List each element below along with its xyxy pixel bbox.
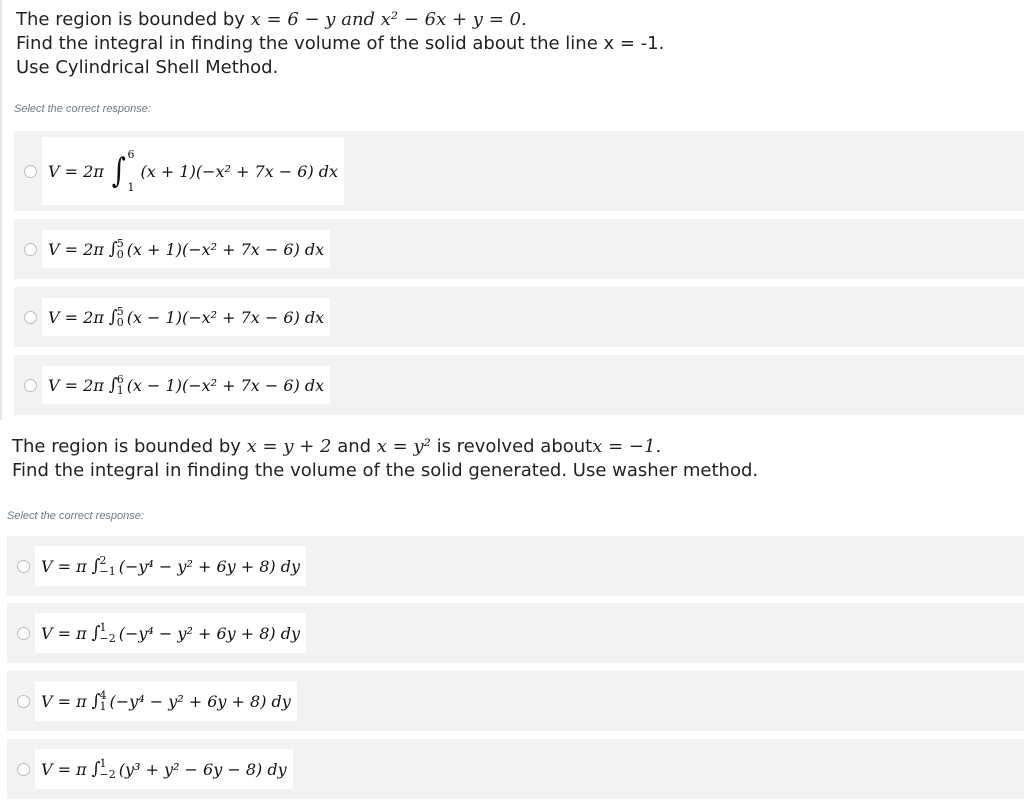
formula [42, 298, 330, 336]
upper-limit: 5 [116, 237, 124, 250]
formula-lhs: V = 2π [48, 307, 104, 327]
formula [42, 230, 330, 268]
radio-button[interactable] [17, 763, 30, 776]
lower-limit: −1 [99, 565, 116, 578]
formula [35, 546, 306, 586]
upper-limit: 2 [99, 554, 107, 567]
equation-1: x = 6 − y [250, 9, 336, 30]
lower-limit: 1 [116, 384, 124, 397]
integrand: (y³ + y² − 6y − 8) dy [118, 759, 287, 779]
integral-icon: ∫ [108, 307, 118, 327]
question-1-stem-line-2: Find the integral in finding the volume of the solid about the line x = -1. [16, 33, 665, 54]
formula [35, 681, 297, 721]
radio-button[interactable] [17, 627, 30, 640]
answer-option-2[interactable] [14, 219, 1024, 279]
formula [35, 749, 293, 789]
answer-option-3[interactable] [14, 287, 1024, 347]
question-1-stem-line-3: Use Cylindrical Shell Method. [16, 57, 279, 78]
upper-limit: 1 [99, 757, 107, 770]
stem-and: and [335, 9, 381, 30]
equation-2: x² − 6x + y = 0. [380, 9, 527, 30]
integral-limits [100, 555, 116, 577]
answer-option-2[interactable] [7, 603, 1024, 663]
integral-icon: ∫ [111, 151, 126, 191]
formula-lhs: V = 2π [48, 375, 104, 395]
upper-limit: 4 [99, 689, 107, 702]
equation-2: x = y² [376, 436, 431, 457]
integrand: (x + 1)(−x² + 7x − 6) dx [140, 161, 339, 181]
integral-icon: ∫ [108, 239, 118, 259]
integrand: (−y⁴ − y² + 6y + 8) dy [109, 691, 291, 711]
equation-3: x = −1. [592, 436, 662, 457]
formula-lhs: V = π [41, 691, 87, 711]
lower-limit: −2 [99, 768, 116, 781]
question-2-stem [12, 435, 758, 483]
lower-limit: 1 [99, 700, 107, 713]
stem-text: The region is bounded by [16, 9, 251, 30]
formula-lhs: V = 2π [48, 239, 104, 259]
lower-limit: 0 [116, 316, 124, 329]
upper-limit: 6 [127, 148, 135, 161]
integrand: (x + 1)(−x² + 7x − 6) dx [126, 239, 325, 259]
question-2 [0, 426, 1024, 803]
lower-limit: −2 [99, 632, 116, 645]
answer-option-4[interactable] [14, 355, 1024, 415]
answer-option-4[interactable] [7, 739, 1024, 799]
upper-limit: 1 [99, 621, 107, 634]
formula-lhs: V = π [41, 556, 87, 576]
select-response-label: Select the correct response: [14, 103, 151, 115]
answer-option-1[interactable] [14, 131, 1024, 211]
radio-button[interactable] [17, 560, 30, 573]
integral-icon: ∫ [91, 623, 101, 643]
integral-icon: ∫ [91, 691, 101, 711]
integrand: (−y⁴ − y² + 6y + 8) dy [118, 623, 301, 643]
stem-text-mid: is revolved about [430, 436, 593, 457]
formula-lhs: V = π [41, 623, 87, 643]
radio-button[interactable] [24, 165, 37, 178]
formula [42, 366, 330, 404]
integral-limits [100, 622, 116, 644]
formula-lhs: V = π [41, 759, 87, 779]
question-2-stem-line-1 [12, 435, 758, 459]
stem-text: The region is bounded by [12, 436, 247, 457]
upper-limit: 5 [116, 305, 124, 318]
integrand: (−y⁴ − y² + 6y + 8) dy [118, 556, 301, 576]
radio-button[interactable] [24, 243, 37, 256]
select-response-label: Select the correct response: [7, 510, 144, 522]
formula [42, 137, 344, 205]
answer-option-3[interactable] [7, 671, 1024, 731]
formula [35, 613, 306, 653]
integral-icon: ∫ [91, 759, 101, 779]
upper-limit: 6 [116, 373, 124, 386]
lower-limit: 1 [127, 181, 135, 194]
integral-icon: ∫ [91, 556, 101, 576]
lower-limit: 0 [116, 248, 124, 261]
radio-button[interactable] [17, 695, 30, 708]
integral-limits [128, 149, 135, 193]
question-2-stem-line-2: Find the integral in finding the volume of the solid generated. Use washer method. [12, 460, 759, 481]
formula-lhs: V = 2π [48, 161, 104, 181]
equation-1: x = y + 2 [246, 436, 332, 457]
integral-icon: ∫ [108, 375, 118, 395]
stem-and: and [331, 436, 377, 457]
integrand: (x − 1)(−x² + 7x − 6) dx [126, 307, 325, 327]
integral-limits [100, 758, 116, 780]
question-1-stem-line-1 [16, 8, 664, 32]
integrand: (x − 1)(−x² + 7x − 6) dx [126, 375, 325, 395]
question-1-stem [16, 8, 664, 80]
radio-button[interactable] [24, 311, 37, 324]
answer-option-1[interactable] [7, 536, 1024, 596]
radio-button[interactable] [24, 379, 37, 392]
